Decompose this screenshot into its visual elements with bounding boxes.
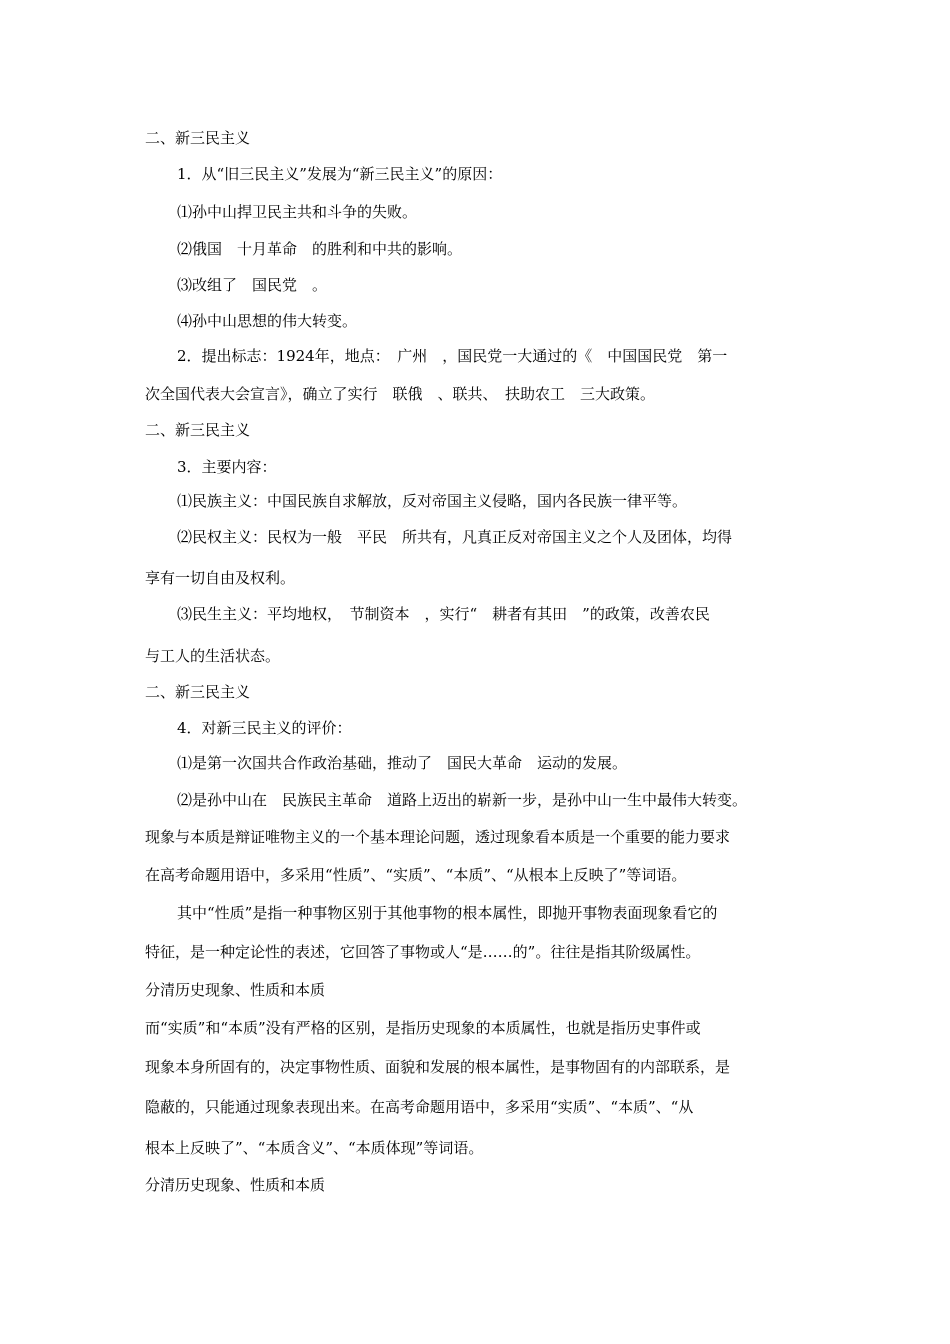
- section-heading: 二、新三民主义: [145, 683, 251, 701]
- paragraph-line: 而“实质”和“本质”没有严格的区别，是指历史现象的本质属性，也就是指历史事件或: [145, 1019, 701, 1037]
- item-heading: 1．从“旧三民主义”发展为“新三民主义”的原因：: [177, 165, 503, 183]
- section-heading: 二、新三民主义: [145, 421, 251, 439]
- paragraph-line: 次全国代表大会宣言》，确立了实行 联俄 、联共、 扶助农工 三大政策。: [145, 385, 656, 403]
- section-heading: 分清历史现象、性质和本质: [145, 1176, 326, 1194]
- paragraph-line: 现象本身所固有的，决定事物性质、面貌和发展的根本属性，是事物固有的内部联系，是: [145, 1058, 731, 1076]
- paragraph-line: 与工人的生活状态。: [145, 647, 281, 665]
- section-heading: 分清历史现象、性质和本质: [145, 981, 326, 999]
- list-item: ⑵俄国 十月革命 的胜利和中共的影响。: [177, 240, 463, 258]
- list-item: ⑵民权主义：民权为一般 平民 所共有，凡真正反对帝国主义之个人及团体，均得: [177, 528, 733, 546]
- paragraph-line: 隐蔽的，只能通过现象表现出来。在高考命题用语中，多采用“实质”、“本质”、“从: [145, 1098, 694, 1116]
- paragraph-line: 根本上反映了”、“本质含义”、“本质体现”等词语。: [145, 1139, 484, 1157]
- list-item: ⑷孙中山思想的伟大转变。: [177, 312, 358, 330]
- list-item: ⑴民族主义：中国民族自求解放，反对帝国主义侵略，国内各民族一律平等。: [177, 492, 688, 510]
- item-heading: 2．提出标志：1924年，地点： 广州 ，国民党一大通过的《 中国国民党 第一: [177, 347, 728, 365]
- paragraph-line: 在高考命题用语中，多采用“性质”、“实质”、“本质”、“从根本上反映了”等词语。: [145, 866, 687, 884]
- list-item: ⑵是孙中山在 民族民主革命 道路上迈出的崭新一步，是孙中山一生中最伟大转变。: [177, 791, 748, 809]
- list-item: ⑴是第一次国共合作政治基础，推动了 国民大革命 运动的发展。: [177, 754, 628, 772]
- paragraph-line: 其中“性质”是指一种事物区别于其他事物的根本属性，即抛开事物表面现象看它的: [177, 904, 718, 922]
- item-heading: 4．对新三民主义的评价：: [177, 719, 352, 737]
- list-item: ⑶民生主义：平均地权， 节制资本 ，实行“ 耕者有其田 ”的政策，改善农民: [177, 605, 710, 623]
- paragraph-line: 特征，是一种定论性的表述，它回答了事物或人“是……的”。往往是指其阶级属性。: [145, 943, 701, 961]
- section-heading: 二、新三民主义: [145, 129, 251, 147]
- item-heading: 3．主要内容：: [177, 458, 277, 476]
- list-item: ⑶改组了 国民党 。: [177, 276, 328, 294]
- list-item: ⑴孙中山捍卫民主共和斗争的失败。: [177, 203, 418, 221]
- paragraph-line: 享有一切自由及权利。: [145, 569, 296, 587]
- paragraph-line: 现象与本质是辩证唯物主义的一个基本理论问题，透过现象看本质是一个重要的能力要求: [145, 828, 731, 846]
